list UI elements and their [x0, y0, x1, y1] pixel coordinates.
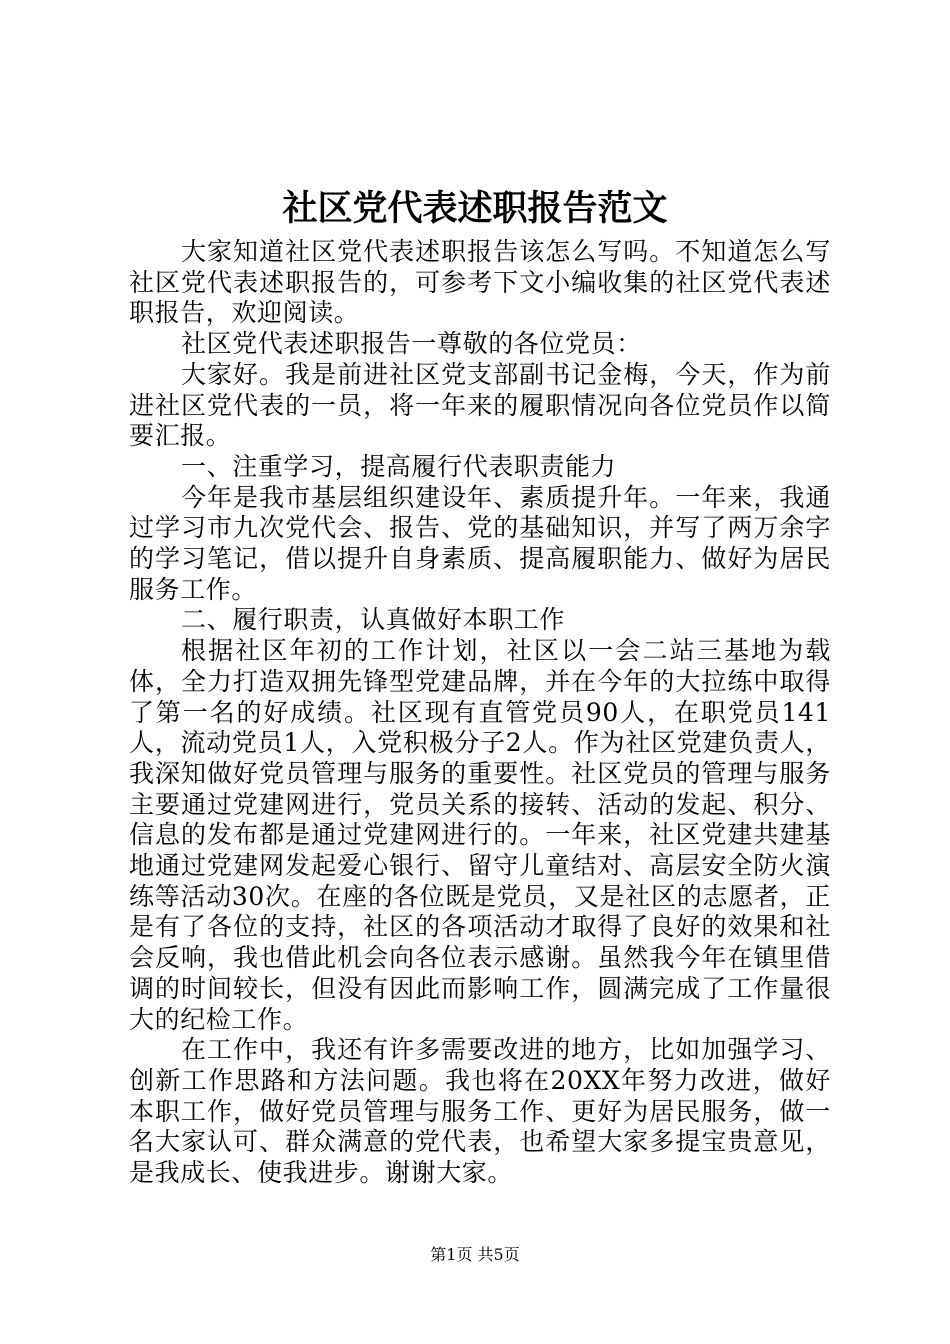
paragraph-duties: 根据社区年初的工作计划，社区以一会二站三基地为载体，全力打造双拥先锋型党建品牌，并在今年的大拉练中取得了第一名的好成绩。社区现有直管党员90人，在职党员141人，流动党员1人，入党积极分子2人。作为社区党建负责人，我深知做好党员管理与服务的重要性。社区党员的管理与服务主要通过党建网进行，党员关系的接转、活动的发起、积分、信息的发布都是通过党建网进行的。一年来，社区党建共建基地通过党建网发起爱心银行、留守儿童结对、高层安全防火演练等活动30次。在座的各位既是党员，又是社区的志愿者，正是有了各位的支持，社区的各项活动才取得了良好的效果和社会反响，我也借此机会向各位表示感谢。虽然我今年在镇里借调的时间较长，但没有因此而影响工作，圆满完成了工作量很大的纪检工作。 — [129, 636, 831, 1034]
document-title: 社区党代表述职报告范文 — [282, 188, 668, 229]
paragraph-study: 今年是我市基层组织建设年、素质提升年。一年来，我通过学习市九次党代会、报告、党的基础知识，并写了两万余字的学习笔记，借以提升自身素质、提高履职能力、做好为居民服务工作。 — [129, 482, 831, 604]
paragraph-greeting: 大家好。我是前进社区党支部副书记金梅，今天，作为前进社区党代表的一员，将一年来的履职情况向各位党员作以简要汇报。 — [129, 359, 831, 451]
page-number-label: 第1页 共5页 — [430, 1245, 520, 1264]
paragraph-intro: 大家知道社区党代表述职报告该怎么写吗。不知道怎么写社区党代表述职报告的，可参考下文小编收集的社区党代表述职报告，欢迎阅读。 — [129, 237, 831, 328]
paragraph-improvement: 在工作中，我还有许多需要改进的地方，比如加强学习、创新工作思路和方法问题。我也将在20XX年努力改进，做好本职工作，做好党员管理与服务工作、更好为居民服务，做一名大家认可、群众满意的党代表，也希望大家多提宝贵意见，是我成长、使我进步。谢谢大家。 — [129, 1035, 831, 1188]
page-footer — [0, 1244, 950, 1266]
paragraph-heading-report: 社区党代表述职报告一尊敬的各位党员： — [181, 329, 642, 359]
section-heading-2: 二、履行职责，认真做好本职工作 — [181, 605, 566, 635]
section-heading-1: 一、注重学习，提高履行代表职责能力 — [181, 451, 617, 481]
document-body — [129, 237, 831, 1189]
